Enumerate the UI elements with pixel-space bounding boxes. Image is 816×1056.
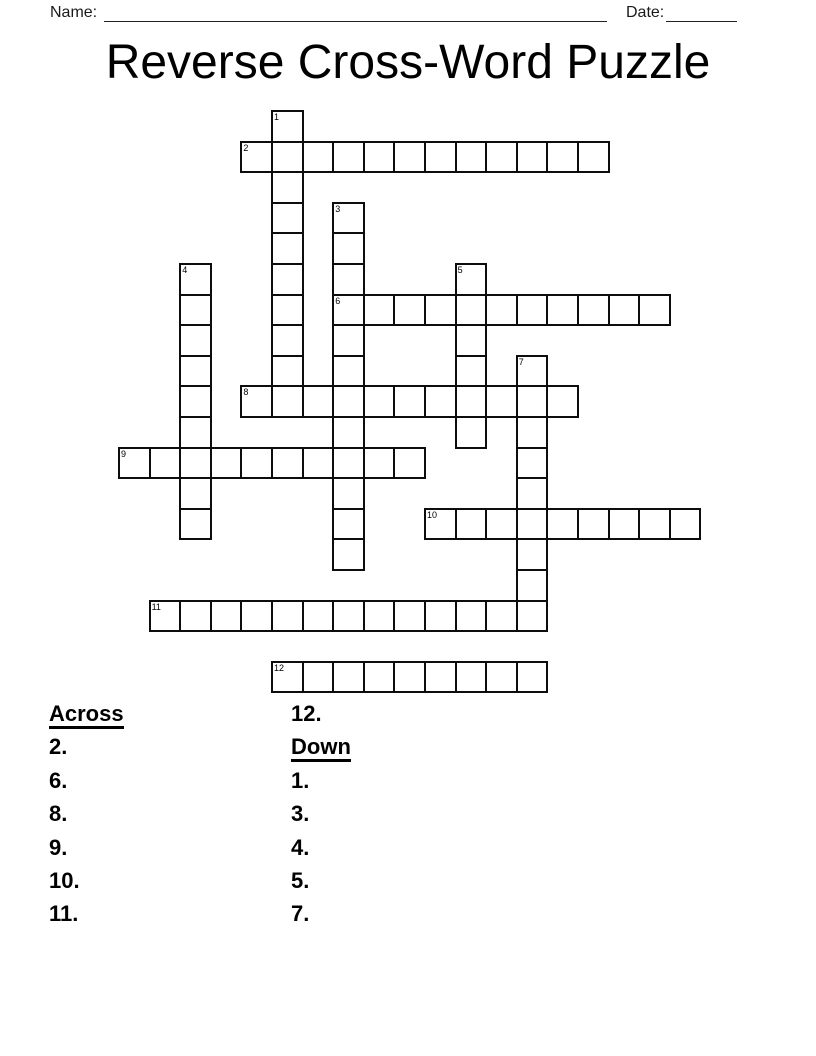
crossword-cell: [455, 416, 488, 449]
crossword-cell: [179, 477, 212, 510]
clue-item: 12.: [291, 701, 322, 726]
crossword-cell: [516, 508, 549, 541]
crossword-cell: [240, 447, 273, 480]
crossword-cell: [516, 385, 549, 418]
crossword-cell: [332, 141, 365, 174]
clue-column-2: [291, 697, 351, 931]
crossword-cell: [332, 355, 365, 388]
crossword-cell: [546, 508, 579, 541]
word-number-label: 5: [457, 265, 463, 275]
crossword-cell: [424, 385, 457, 418]
crossword-cell: [332, 416, 365, 449]
crossword-cell: [179, 324, 212, 357]
crossword-cell: [546, 294, 579, 327]
crossword-cell: [363, 294, 396, 327]
crossword-cell: [332, 263, 365, 296]
crossword-cell: [271, 141, 304, 174]
down-heading: Down: [291, 735, 351, 762]
crossword-cell: [271, 171, 304, 204]
crossword-cell: [516, 569, 549, 602]
crossword-cell: [516, 141, 549, 174]
crossword-cell: [546, 385, 579, 418]
crossword-cell: [669, 508, 702, 541]
clue-item: 7.: [291, 901, 310, 927]
crossword-cell: [271, 447, 304, 480]
word-number-label: 2: [243, 142, 249, 153]
crossword-cell: [332, 538, 365, 571]
crossword-cell: [638, 508, 671, 541]
crossword-cell: [271, 232, 304, 265]
word-number-label: 12: [274, 662, 285, 673]
clue-item: 11.: [49, 901, 79, 927]
clue-column-1: [49, 697, 124, 931]
crossword-cell: [271, 202, 304, 235]
crossword-cell: [332, 600, 365, 633]
crossword-cell: [332, 447, 365, 480]
crossword-cell: [546, 141, 579, 174]
crossword-cell: [516, 477, 549, 510]
crossword-cell: [485, 294, 518, 327]
crossword-cell: [363, 385, 396, 418]
crossword-cell: [332, 661, 365, 694]
crossword-cell: [271, 355, 304, 388]
clue-heading-line: [49, 697, 124, 730]
crossword-cell: [455, 141, 488, 174]
crossword-cell: [332, 324, 365, 357]
crossword-cell: [485, 600, 518, 633]
word-number-label: 4: [182, 265, 188, 275]
crossword-cell: [179, 600, 212, 633]
crossword-cell: [302, 385, 335, 418]
crossword-cell: [271, 385, 304, 418]
date-label: Date:: [626, 4, 665, 21]
crossword-cell: [424, 661, 457, 694]
crossword-cell: [363, 447, 396, 480]
crossword-cell: [210, 600, 243, 633]
crossword-cell: [179, 508, 212, 541]
crossword-cell: [424, 600, 457, 633]
word-number-label: 8: [243, 387, 249, 398]
word-number-label: 9: [121, 448, 127, 459]
word-number-label: 7: [518, 356, 524, 367]
crossword-cell: [608, 294, 641, 327]
crossword-cell: [332, 232, 365, 265]
crossword-cell: [302, 661, 335, 694]
clue-item: 8.: [49, 801, 68, 827]
page-title: Reverse Cross-Word Puzzle: [105, 36, 711, 89]
crossword-cell: [516, 416, 549, 449]
crossword-cell: [302, 600, 335, 633]
crossword-cell: [516, 447, 549, 480]
crossword-cell: [179, 447, 212, 480]
clue-item: 2.: [49, 734, 68, 760]
clue-item: 5.: [291, 867, 310, 893]
crossword-cell: [455, 294, 488, 327]
crossword-cell: [485, 508, 518, 541]
crossword-cell: [271, 600, 304, 633]
crossword-cell: [363, 661, 396, 694]
crossword-cell: [393, 385, 426, 418]
word-number-label: 3: [335, 203, 341, 214]
crossword-cell: [485, 385, 518, 418]
word-number-label: 1: [274, 112, 280, 122]
crossword-cell: [179, 385, 212, 418]
crossword-cell: [577, 508, 610, 541]
crossword-cell: [302, 141, 335, 174]
crossword-cell: [302, 447, 335, 480]
crossword-cell: [179, 416, 212, 449]
crossword-cell: [271, 263, 304, 296]
crossword-cell: [608, 508, 641, 541]
crossword-cell: [455, 508, 488, 541]
crossword-cell: [363, 600, 396, 633]
crossword-cell: [271, 294, 304, 327]
crossword-cell: [393, 141, 426, 174]
crossword-cell: [455, 385, 488, 418]
clue-item: 10.: [49, 867, 80, 893]
crossword-cell: [393, 447, 426, 480]
clue-item: 6.: [49, 767, 68, 793]
word-number-label: 11: [151, 601, 161, 612]
crossword-cell: [516, 538, 549, 571]
crossword-cell: [455, 661, 488, 694]
crossword-cell: [455, 355, 488, 388]
clue-item: 1.: [291, 767, 310, 793]
crossword-cell: [424, 141, 457, 174]
word-number-label: 10: [427, 509, 438, 520]
crossword-cell: [393, 294, 426, 327]
crossword-cell: [363, 141, 396, 174]
crossword-cell: [210, 447, 243, 480]
crossword-cell: [455, 600, 488, 633]
crossword-cell: [179, 294, 212, 327]
crossword-cell: [516, 294, 549, 327]
crossword-cell: [455, 324, 488, 357]
crossword-cell: [638, 294, 671, 327]
clue-item: 3.: [291, 801, 310, 827]
crossword-cell: [393, 661, 426, 694]
name-label: Name:: [50, 4, 98, 21]
crossword-cell: [485, 141, 518, 174]
crossword-cell: [393, 600, 426, 633]
crossword-cell: [577, 294, 610, 327]
crossword-cell: [271, 324, 304, 357]
crossword-cell: [240, 600, 273, 633]
crossword-cell: [332, 508, 365, 541]
crossword-cell: [516, 661, 549, 694]
across-heading: Across: [49, 702, 124, 729]
crossword-cell: [332, 477, 365, 510]
crossword-cell: [577, 141, 610, 174]
crossword-cell: [332, 385, 365, 418]
clue-heading-line: [291, 730, 351, 763]
crossword-cell: [485, 661, 518, 694]
crossword-cell: [149, 447, 182, 480]
word-number-label: 6: [335, 295, 341, 306]
crossword-cell: [179, 355, 212, 388]
crossword-cell: [516, 600, 549, 633]
crossword-cell: [424, 294, 457, 327]
clue-item: 9.: [49, 834, 68, 860]
clue-item: 4.: [291, 834, 310, 860]
